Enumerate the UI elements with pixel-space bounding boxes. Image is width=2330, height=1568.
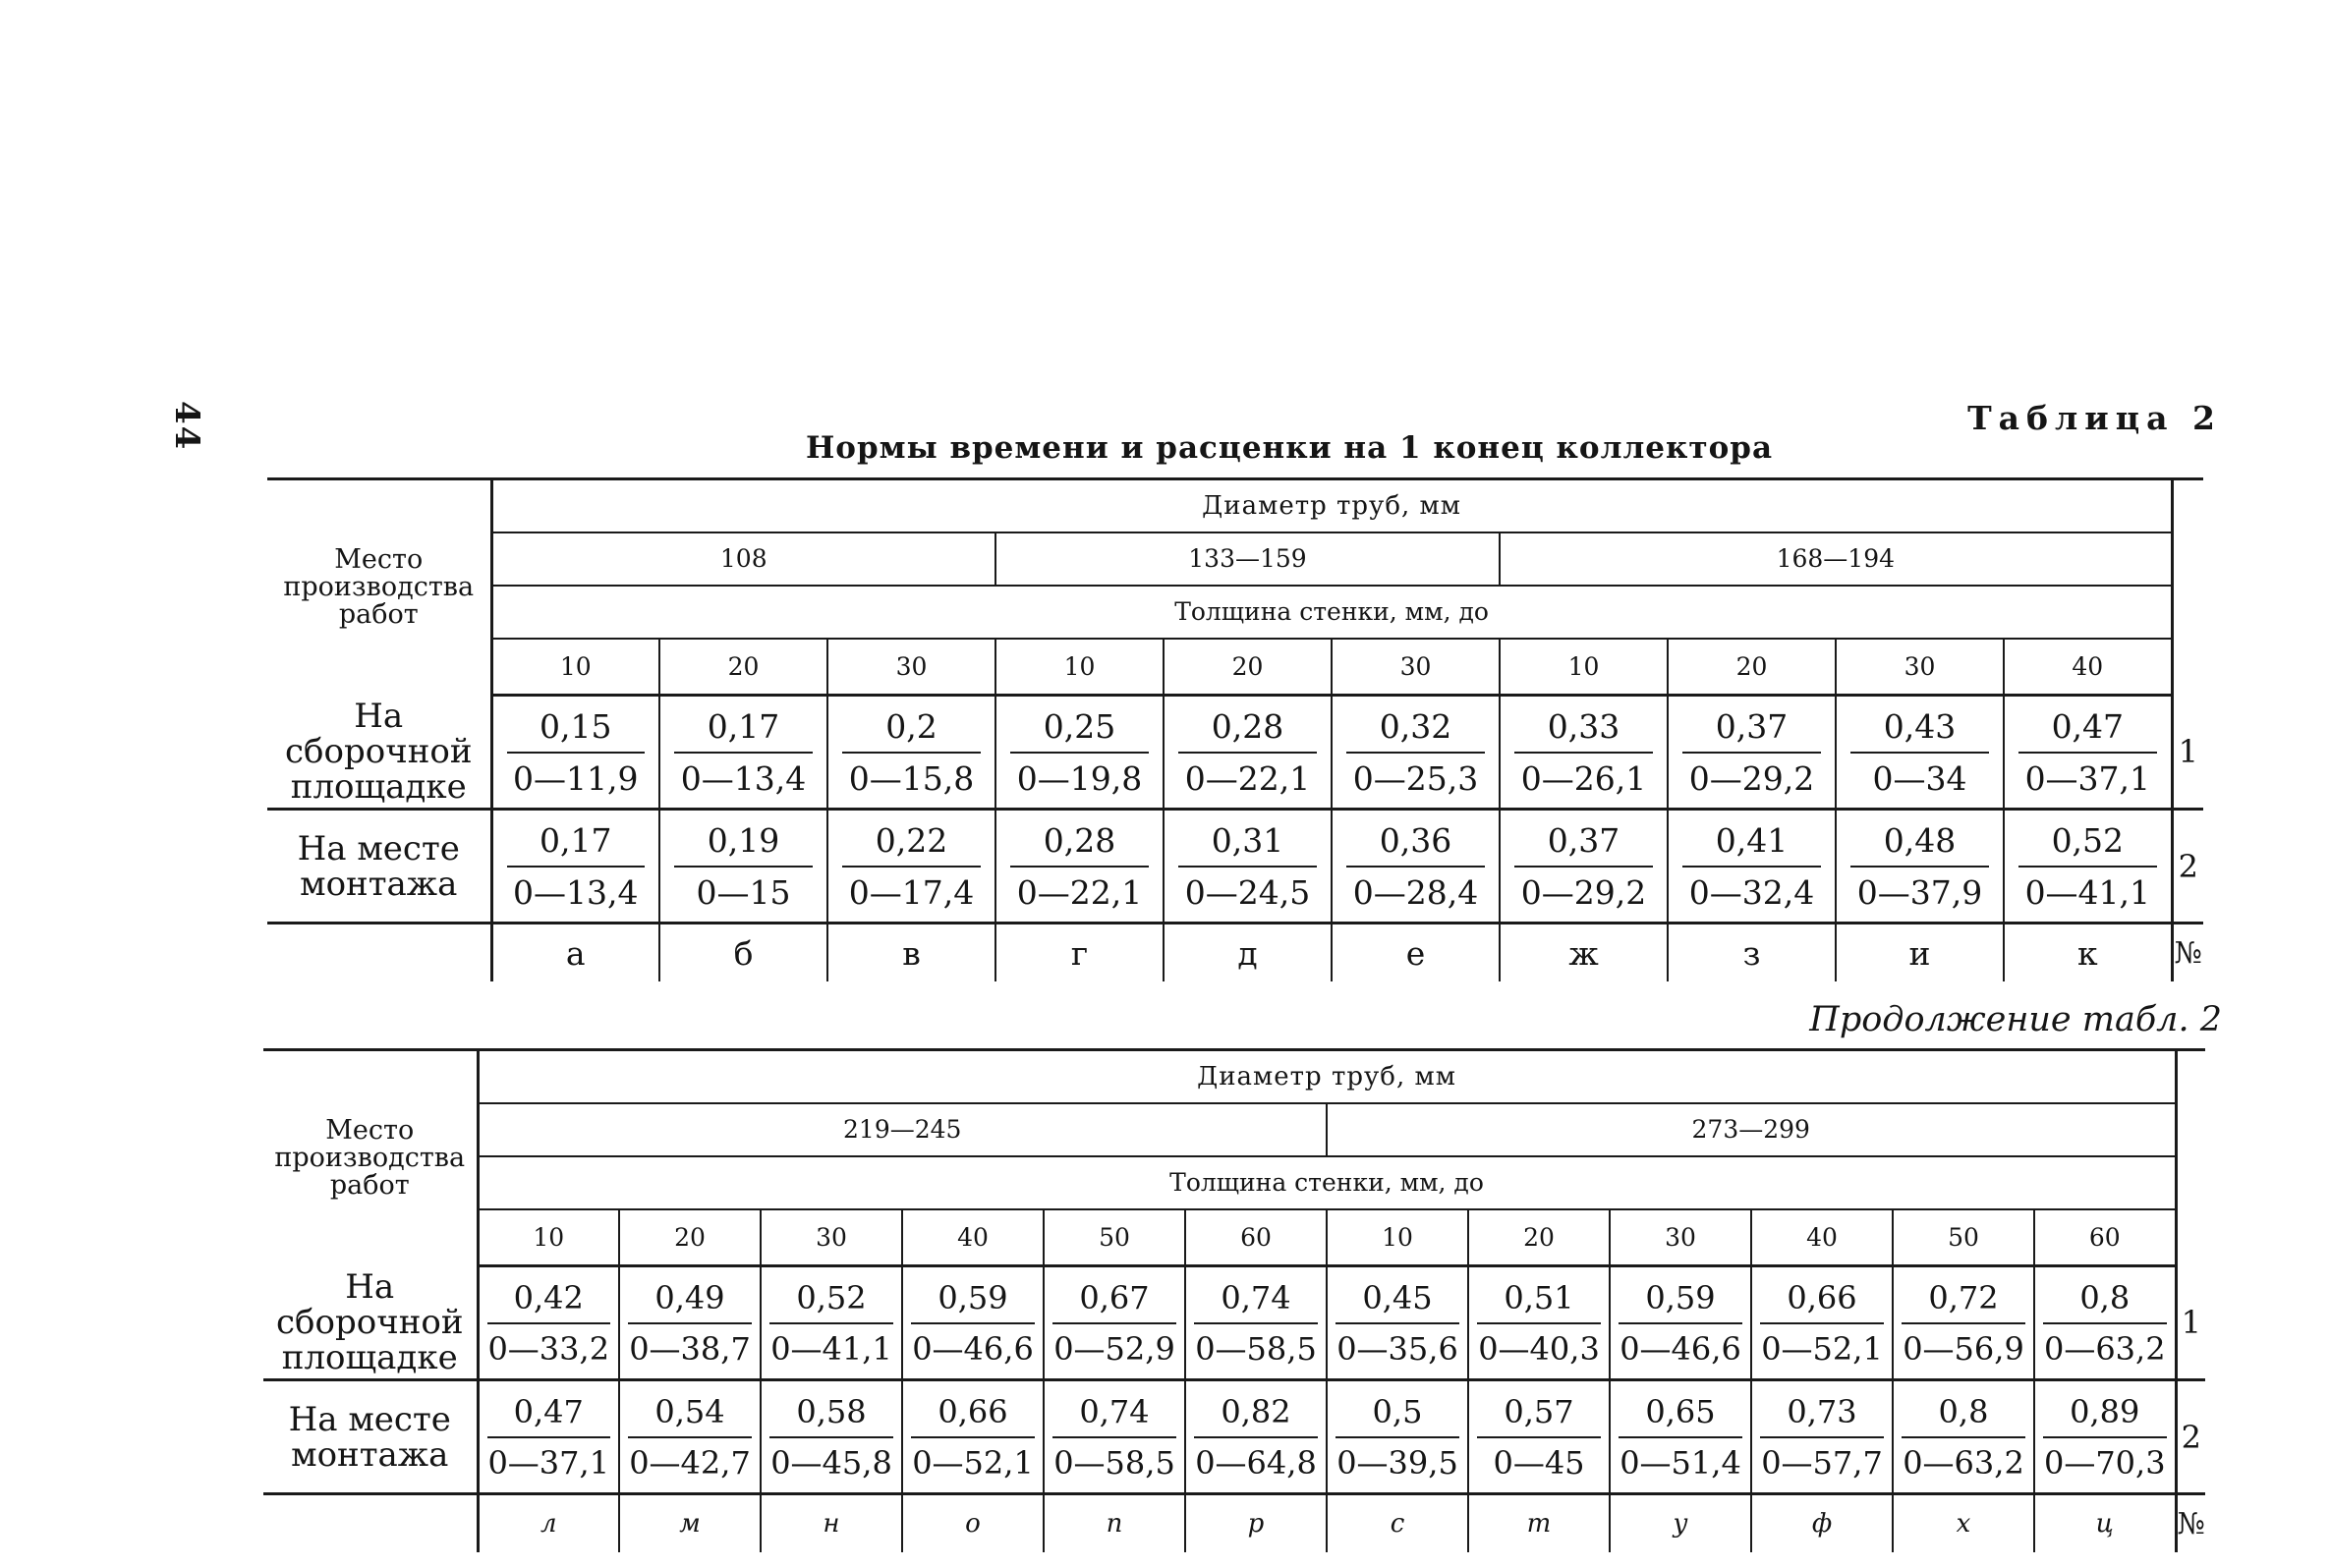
- norm-cell: [1044, 1266, 1185, 1380]
- number-label: №: [2176, 1494, 2205, 1553]
- column-letter: з: [1668, 924, 1836, 982]
- price-value: 0—13,4: [513, 872, 639, 912]
- column-letter: б: [659, 924, 827, 982]
- price-value: 0—45: [1493, 1443, 1585, 1482]
- thickness-header: Толщина стенки, мм, до: [491, 586, 2172, 639]
- table-caption: Таблица 2: [1967, 399, 2222, 437]
- norm-cell: [1468, 1266, 1610, 1380]
- norm-cell: [619, 1380, 761, 1494]
- thickness-value: 10: [1500, 639, 1668, 696]
- norm-value: 0,22: [842, 821, 981, 868]
- price-value: 0—46,6: [912, 1329, 1034, 1368]
- norm-value: 0,57: [1477, 1393, 1601, 1438]
- norm-value: 0,74: [1194, 1279, 1318, 1324]
- norm-value: 0,74: [1052, 1393, 1176, 1438]
- price-value: 0—11,9: [513, 758, 639, 798]
- norm-cell: [1751, 1266, 1893, 1380]
- norm-cell: [827, 696, 995, 810]
- price-value: 0—34: [1872, 758, 1967, 798]
- norm-cell: [1044, 1380, 1185, 1494]
- column-letter: а: [491, 924, 659, 982]
- norm-cell: [995, 810, 1164, 924]
- thickness-value: 60: [1185, 1209, 1327, 1266]
- price-value: 0—29,2: [1520, 872, 1647, 912]
- norm-cell: [1668, 696, 1836, 810]
- column-letter: о: [902, 1494, 1044, 1553]
- norm-cell: [1893, 1380, 2034, 1494]
- norm-value: 0,31: [1178, 821, 1317, 868]
- column-letter: т: [1468, 1494, 1610, 1553]
- norm-cell: [478, 1380, 619, 1494]
- price-value: 0—57,7: [1761, 1443, 1883, 1482]
- diameter-group: 273—299: [1327, 1103, 2176, 1156]
- norm-cell: [1327, 1266, 1468, 1380]
- row-number: 2: [2176, 1380, 2205, 1494]
- norm-value: 0,47: [2018, 707, 2157, 754]
- table-row: [267, 696, 2203, 810]
- thickness-header: Толщина стенки, мм, до: [478, 1156, 2176, 1209]
- norm-cell: [1468, 1380, 1610, 1494]
- price-value: 0—22,1: [1016, 872, 1143, 912]
- price-value: 0—39,5: [1336, 1443, 1458, 1482]
- norm-value: 0,52: [2018, 821, 2157, 868]
- thickness-value: 10: [491, 639, 659, 696]
- norm-cell: [2034, 1266, 2176, 1380]
- price-value: 0—58,5: [1053, 1443, 1175, 1482]
- price-value: 0—63,2: [1903, 1443, 2024, 1482]
- column-letter: е: [1332, 924, 1500, 982]
- norm-value: 0,8: [1902, 1393, 2025, 1438]
- norm-cell: [1164, 810, 1332, 924]
- thickness-value: 10: [995, 639, 1164, 696]
- norm-value: 0,52: [769, 1279, 893, 1324]
- norm-cell: [478, 1266, 619, 1380]
- norm-value: 0,37: [1682, 707, 1821, 754]
- norm-value: 0,25: [1010, 707, 1149, 754]
- thickness-value: 50: [1044, 1209, 1185, 1266]
- row-number: 2: [2172, 810, 2203, 924]
- norm-value: 0,89: [2043, 1393, 2167, 1438]
- thickness-value: 30: [1610, 1209, 1751, 1266]
- price-value: 0—25,3: [1352, 758, 1479, 798]
- row-number-header: [2172, 479, 2203, 696]
- norm-value: 0,28: [1178, 707, 1317, 754]
- price-value: 0—52,1: [1761, 1329, 1883, 1368]
- price-value: 0—45,8: [770, 1443, 892, 1482]
- column-letter: г: [995, 924, 1164, 982]
- norm-value: 0,65: [1619, 1393, 1742, 1438]
- norm-value: 0,17: [507, 821, 646, 868]
- table-row: [267, 810, 2203, 924]
- norm-value: 0,17: [674, 707, 813, 754]
- price-value: 0—17,4: [848, 872, 975, 912]
- place-header: Место производства работ: [267, 479, 491, 696]
- column-letter: у: [1610, 1494, 1751, 1553]
- norm-cell: [1893, 1266, 2034, 1380]
- thickness-value: 40: [2004, 639, 2172, 696]
- thickness-value: 30: [827, 639, 995, 696]
- thickness-value: 20: [1468, 1209, 1610, 1266]
- price-value: 0—37,9: [1856, 872, 1983, 912]
- place-name: На месте монтажа: [263, 1380, 478, 1494]
- table-row: [263, 1266, 2205, 1380]
- norms-table-2: [263, 1048, 2205, 1552]
- norm-value: 0,67: [1052, 1279, 1176, 1324]
- thickness-value: 20: [619, 1209, 761, 1266]
- row-number: 1: [2176, 1266, 2205, 1380]
- norm-value: 0,33: [1514, 707, 1653, 754]
- norm-value: 0,66: [1760, 1279, 1884, 1324]
- price-value: 0—15,8: [848, 758, 975, 798]
- price-value: 0—41,1: [770, 1329, 892, 1368]
- price-value: 0—28,4: [1352, 872, 1479, 912]
- price-value: 0—41,1: [2024, 872, 2151, 912]
- norm-cell: [902, 1380, 1044, 1494]
- norm-cell: [659, 696, 827, 810]
- norm-cell: [1332, 810, 1500, 924]
- page-number: 44: [167, 401, 206, 452]
- norm-value: 0,42: [487, 1279, 611, 1324]
- place-name: На месте монтажа: [267, 810, 491, 924]
- norms-table-1: [267, 477, 2203, 981]
- price-value: 0—64,8: [1195, 1443, 1317, 1482]
- norm-value: 0,82: [1194, 1393, 1318, 1438]
- column-letter: х: [1893, 1494, 2034, 1553]
- norm-value: 0,59: [1619, 1279, 1742, 1324]
- price-value: 0—52,9: [1053, 1329, 1175, 1368]
- place-name: На сборочной площадке: [267, 696, 491, 810]
- place-name: На сборочной площадке: [263, 1266, 478, 1380]
- thickness-value: 10: [1327, 1209, 1468, 1266]
- norm-value: 0,72: [1902, 1279, 2025, 1324]
- price-value: 0—29,2: [1688, 758, 1815, 798]
- norm-value: 0,15: [507, 707, 646, 754]
- norm-cell: [619, 1266, 761, 1380]
- price-value: 0—33,2: [487, 1329, 610, 1368]
- norm-cell: [827, 810, 995, 924]
- table-title: Нормы времени и расценки на 1 конец коллектора: [806, 430, 1774, 466]
- column-letter: с: [1327, 1494, 1468, 1553]
- letter-spacer: [267, 924, 491, 982]
- norm-value: 0,66: [911, 1393, 1035, 1438]
- norm-cell: [1327, 1380, 1468, 1494]
- norm-cell: [761, 1266, 902, 1380]
- price-value: 0—40,3: [1478, 1329, 1600, 1368]
- price-value: 0—35,6: [1336, 1329, 1458, 1368]
- thickness-value: 60: [2034, 1209, 2176, 1266]
- norm-value: 0,28: [1010, 821, 1149, 868]
- norm-cell: [2034, 1380, 2176, 1494]
- column-letter: р: [1185, 1494, 1327, 1553]
- thickness-value: 30: [761, 1209, 902, 1266]
- price-value: 0—70,3: [2043, 1443, 2166, 1482]
- place-header: Место производства работ: [263, 1050, 478, 1266]
- price-value: 0—32,4: [1688, 872, 1815, 912]
- norm-cell: [995, 696, 1164, 810]
- price-value: 0—37,1: [2024, 758, 2151, 798]
- norm-value: 0,73: [1760, 1393, 1884, 1438]
- norm-value: 0,59: [911, 1279, 1035, 1324]
- diameter-group: 219—245: [478, 1103, 1327, 1156]
- norm-cell: [1610, 1380, 1751, 1494]
- price-value: 0—38,7: [629, 1329, 751, 1368]
- norm-cell: [491, 696, 659, 810]
- letter-row: [263, 1494, 2205, 1553]
- column-letter: в: [827, 924, 995, 982]
- thickness-value: 30: [1332, 639, 1500, 696]
- diameter-header: Диаметр труб, мм: [478, 1050, 2176, 1103]
- price-value: 0—42,7: [629, 1443, 751, 1482]
- price-value: 0—26,1: [1520, 758, 1647, 798]
- price-value: 0—24,5: [1184, 872, 1311, 912]
- row-number-header: [2176, 1050, 2205, 1266]
- price-value: 0—13,4: [680, 758, 807, 798]
- thickness-value: 20: [659, 639, 827, 696]
- norm-value: 0,41: [1682, 821, 1821, 868]
- thickness-value: 50: [1893, 1209, 2034, 1266]
- price-value: 0—46,6: [1620, 1329, 1741, 1368]
- column-letter: ц: [2034, 1494, 2176, 1553]
- norm-value: 0,2: [842, 707, 981, 754]
- number-label: №: [2172, 924, 2203, 982]
- norm-value: 0,54: [628, 1393, 752, 1438]
- diameter-group: 108: [491, 532, 995, 586]
- thickness-value: 40: [902, 1209, 1044, 1266]
- norm-value: 0,48: [1850, 821, 1989, 868]
- thickness-value: 40: [1751, 1209, 1893, 1266]
- price-value: 0—15: [696, 872, 791, 912]
- norm-cell: [1751, 1380, 1893, 1494]
- norm-value: 0,58: [769, 1393, 893, 1438]
- norm-cell: [1164, 696, 1332, 810]
- norm-cell: [659, 810, 827, 924]
- table-row: [263, 1380, 2205, 1494]
- price-value: 0—37,1: [487, 1443, 610, 1482]
- norm-value: 0,43: [1850, 707, 1989, 754]
- diameter-group: 168—194: [1500, 532, 2172, 586]
- norm-value: 0,32: [1346, 707, 1485, 754]
- column-letter: ф: [1751, 1494, 1893, 1553]
- column-letter: п: [1044, 1494, 1185, 1553]
- thickness-value: 10: [478, 1209, 619, 1266]
- norm-cell: [1500, 810, 1668, 924]
- price-value: 0—56,9: [1903, 1329, 2024, 1368]
- norm-cell: [1500, 696, 1668, 810]
- norm-cell: [761, 1380, 902, 1494]
- column-letter: и: [1836, 924, 2004, 982]
- norm-cell: [491, 810, 659, 924]
- norm-cell: [1185, 1380, 1327, 1494]
- norm-cell: [1836, 810, 2004, 924]
- price-value: 0—51,4: [1620, 1443, 1741, 1482]
- thickness-value: 30: [1836, 639, 2004, 696]
- column-letter: к: [2004, 924, 2172, 982]
- norm-value: 0,49: [628, 1279, 752, 1324]
- norm-value: 0,47: [487, 1393, 611, 1438]
- norm-value: 0,5: [1335, 1393, 1459, 1438]
- norm-cell: [902, 1266, 1044, 1380]
- norm-value: 0,19: [674, 821, 813, 868]
- norm-cell: [1610, 1266, 1751, 1380]
- column-letter: м: [619, 1494, 761, 1553]
- norm-value: 0,37: [1514, 821, 1653, 868]
- price-value: 0—52,1: [912, 1443, 1034, 1482]
- column-letter: н: [761, 1494, 902, 1553]
- diameter-header: Диаметр труб, мм: [491, 479, 2172, 532]
- column-letter: ж: [1500, 924, 1668, 982]
- thickness-value: 20: [1164, 639, 1332, 696]
- column-letter: л: [478, 1494, 619, 1553]
- norm-value: 0,36: [1346, 821, 1485, 868]
- norm-value: 0,51: [1477, 1279, 1601, 1324]
- norm-cell: [1668, 810, 1836, 924]
- norm-value: 0,8: [2043, 1279, 2167, 1324]
- norm-cell: [2004, 696, 2172, 810]
- price-value: 0—58,5: [1195, 1329, 1317, 1368]
- price-value: 0—63,2: [2043, 1329, 2166, 1368]
- diameter-group: 133—159: [995, 532, 1500, 586]
- norm-cell: [1185, 1266, 1327, 1380]
- letter-spacer: [263, 1494, 478, 1553]
- letter-row: [267, 924, 2203, 982]
- norm-value: 0,45: [1335, 1279, 1459, 1324]
- norm-cell: [1332, 696, 1500, 810]
- norm-cell: [2004, 810, 2172, 924]
- price-value: 0—22,1: [1184, 758, 1311, 798]
- row-number: 1: [2172, 696, 2203, 810]
- price-value: 0—19,8: [1016, 758, 1143, 798]
- norm-cell: [1836, 696, 2004, 810]
- column-letter: д: [1164, 924, 1332, 982]
- continuation-caption: Продолжение табл. 2: [1809, 1000, 2222, 1039]
- thickness-value: 20: [1668, 639, 1836, 696]
